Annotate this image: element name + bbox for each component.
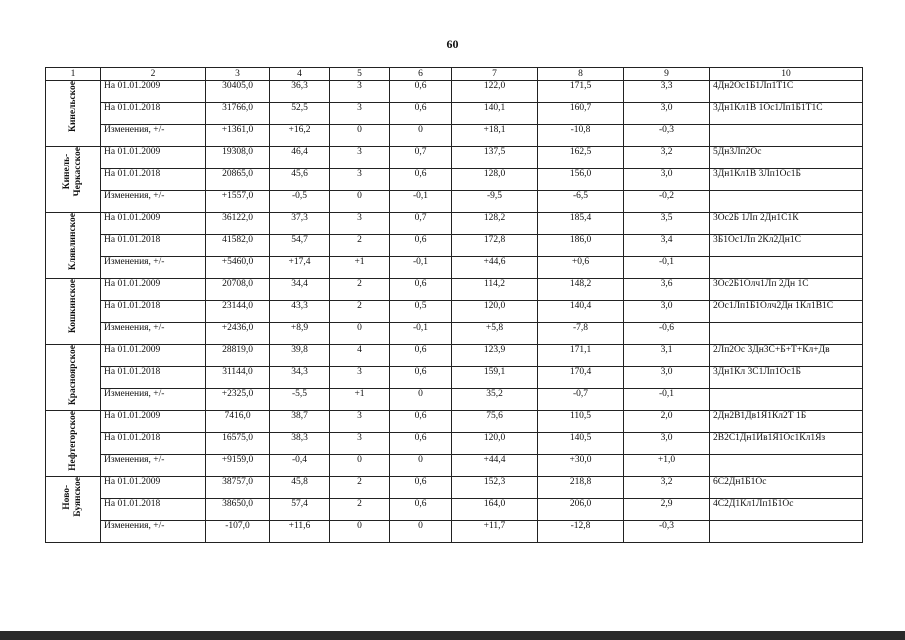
table-row bbox=[46, 81, 863, 103]
value-col-7: -9,5 bbox=[452, 191, 538, 213]
row-label: На 01.01.2018 bbox=[101, 499, 206, 521]
composition-code: 3Дн1Кл 3С1Лп1Ос1Б bbox=[710, 367, 863, 389]
composition-code: 5Дн3Лп2Ос bbox=[710, 147, 863, 169]
value-col-8: 110,5 bbox=[538, 411, 624, 433]
column-header: 9 bbox=[624, 68, 710, 81]
row-label: Изменения, +/- bbox=[101, 257, 206, 279]
composition-code bbox=[710, 191, 863, 213]
value-col-8: 185,4 bbox=[538, 213, 624, 235]
value-col-8: -6,5 bbox=[538, 191, 624, 213]
value-col-4: 57,4 bbox=[270, 499, 330, 521]
value-col-7: 114,2 bbox=[452, 279, 538, 301]
value-col-5: 2 bbox=[330, 301, 390, 323]
value-col-8: 162,5 bbox=[538, 147, 624, 169]
value-col-9: 3,6 bbox=[624, 279, 710, 301]
value-col-6: 0 bbox=[390, 455, 452, 477]
table-row bbox=[46, 499, 863, 521]
row-label: Изменения, +/- bbox=[101, 389, 206, 411]
value-col-6: -0,1 bbox=[390, 191, 452, 213]
region-name: Красноярское bbox=[67, 345, 78, 406]
value-col-3: 19308,0 bbox=[206, 147, 270, 169]
region-cell bbox=[46, 477, 101, 543]
value-col-6: 0,6 bbox=[390, 411, 452, 433]
value-col-8: +30,0 bbox=[538, 455, 624, 477]
value-col-4: 36,3 bbox=[270, 81, 330, 103]
value-col-5: 3 bbox=[330, 169, 390, 191]
table-row bbox=[46, 103, 863, 125]
column-header: 4 bbox=[270, 68, 330, 81]
value-col-4: 46,4 bbox=[270, 147, 330, 169]
value-col-6: 0 bbox=[390, 521, 452, 543]
value-col-4: 37,3 bbox=[270, 213, 330, 235]
value-col-3: 20708,0 bbox=[206, 279, 270, 301]
value-col-3: 38757,0 bbox=[206, 477, 270, 499]
value-col-5: 3 bbox=[330, 81, 390, 103]
value-col-9: 3,0 bbox=[624, 169, 710, 191]
table-row bbox=[46, 411, 863, 433]
region-name: Нефтегорское bbox=[67, 411, 78, 471]
column-header: 7 bbox=[452, 68, 538, 81]
table-row bbox=[46, 279, 863, 301]
value-col-9: 3,3 bbox=[624, 81, 710, 103]
row-label: На 01.01.2018 bbox=[101, 235, 206, 257]
table-row bbox=[46, 323, 863, 345]
value-col-5: 0 bbox=[330, 521, 390, 543]
column-header: 2 bbox=[101, 68, 206, 81]
value-col-8: 170,4 bbox=[538, 367, 624, 389]
value-col-6: 0,6 bbox=[390, 499, 452, 521]
value-col-4: +8,9 bbox=[270, 323, 330, 345]
value-col-9: 3,2 bbox=[624, 147, 710, 169]
value-col-5: +1 bbox=[330, 389, 390, 411]
table-row bbox=[46, 191, 863, 213]
value-col-6: 0,6 bbox=[390, 279, 452, 301]
value-col-9: +1,0 bbox=[624, 455, 710, 477]
composition-code: 2Дн2В1Дв1Я1Кл2Т 1Б bbox=[710, 411, 863, 433]
table-row bbox=[46, 521, 863, 543]
table-row bbox=[46, 301, 863, 323]
value-col-7: 164,0 bbox=[452, 499, 538, 521]
value-col-4: +16,2 bbox=[270, 125, 330, 147]
column-number-row bbox=[46, 68, 863, 81]
value-col-8: -7,8 bbox=[538, 323, 624, 345]
table-row bbox=[46, 477, 863, 499]
value-col-4: 39,8 bbox=[270, 345, 330, 367]
value-col-5: 3 bbox=[330, 411, 390, 433]
value-col-8: 171,1 bbox=[538, 345, 624, 367]
table-row bbox=[46, 389, 863, 411]
region-cell bbox=[46, 345, 101, 411]
value-col-6: 0,6 bbox=[390, 345, 452, 367]
value-col-5: 0 bbox=[330, 191, 390, 213]
value-col-4: 54,7 bbox=[270, 235, 330, 257]
table-row bbox=[46, 455, 863, 477]
value-col-6: 0,7 bbox=[390, 213, 452, 235]
row-label: На 01.01.2009 bbox=[101, 147, 206, 169]
composition-code bbox=[710, 389, 863, 411]
value-col-4: 38,3 bbox=[270, 433, 330, 455]
value-col-6: -0,1 bbox=[390, 323, 452, 345]
composition-code: 4С2Д1Кл1Лп1Б1Ос bbox=[710, 499, 863, 521]
table-row bbox=[46, 257, 863, 279]
value-col-5: 3 bbox=[330, 213, 390, 235]
value-col-6: 0,6 bbox=[390, 169, 452, 191]
table-body bbox=[46, 81, 863, 543]
value-col-8: 160,7 bbox=[538, 103, 624, 125]
value-col-3: +1557,0 bbox=[206, 191, 270, 213]
value-col-4: 34,4 bbox=[270, 279, 330, 301]
column-header: 5 bbox=[330, 68, 390, 81]
composition-code bbox=[710, 257, 863, 279]
row-label: Изменения, +/- bbox=[101, 521, 206, 543]
value-col-7: +18,1 bbox=[452, 125, 538, 147]
value-col-7: 75,6 bbox=[452, 411, 538, 433]
row-label: На 01.01.2009 bbox=[101, 213, 206, 235]
value-col-3: 20865,0 bbox=[206, 169, 270, 191]
value-col-6: 0,6 bbox=[390, 235, 452, 257]
value-col-5: 2 bbox=[330, 499, 390, 521]
value-col-9: 3,0 bbox=[624, 433, 710, 455]
value-col-5: 2 bbox=[330, 477, 390, 499]
table-row bbox=[46, 147, 863, 169]
value-col-7: +44,6 bbox=[452, 257, 538, 279]
value-col-8: 140,5 bbox=[538, 433, 624, 455]
value-col-7: 172,8 bbox=[452, 235, 538, 257]
value-col-3: 30405,0 bbox=[206, 81, 270, 103]
composition-code: 3Б1Ос1Лп 2Кл2Дн1С bbox=[710, 235, 863, 257]
row-label: На 01.01.2009 bbox=[101, 411, 206, 433]
composition-code: 4Дн2Ос1Б1Лп1Т1С bbox=[710, 81, 863, 103]
column-header: 10 bbox=[710, 68, 863, 81]
column-header: 1 bbox=[46, 68, 101, 81]
row-label: На 01.01.2018 bbox=[101, 169, 206, 191]
value-col-8: 148,2 bbox=[538, 279, 624, 301]
value-col-9: 3,4 bbox=[624, 235, 710, 257]
region-name: Кинельское bbox=[67, 81, 78, 132]
table-row bbox=[46, 433, 863, 455]
value-col-3: 36122,0 bbox=[206, 213, 270, 235]
forestry-data-table bbox=[45, 67, 863, 543]
value-col-3: 7416,0 bbox=[206, 411, 270, 433]
value-col-7: +11,7 bbox=[452, 521, 538, 543]
value-col-3: 31144,0 bbox=[206, 367, 270, 389]
value-col-5: +1 bbox=[330, 257, 390, 279]
value-col-6: 0 bbox=[390, 389, 452, 411]
value-col-8: 186,0 bbox=[538, 235, 624, 257]
row-label: Изменения, +/- bbox=[101, 125, 206, 147]
value-col-4: 52,5 bbox=[270, 103, 330, 125]
value-col-8: +0,6 bbox=[538, 257, 624, 279]
value-col-7: 120,0 bbox=[452, 433, 538, 455]
value-col-9: -0,6 bbox=[624, 323, 710, 345]
row-label: Изменения, +/- bbox=[101, 455, 206, 477]
value-col-6: -0,1 bbox=[390, 257, 452, 279]
value-col-9: 2,0 bbox=[624, 411, 710, 433]
composition-code: 3Дн1Кл1В 1Ос1Лп1Б1Т1С bbox=[710, 103, 863, 125]
table-row bbox=[46, 213, 863, 235]
value-col-7: 120,0 bbox=[452, 301, 538, 323]
row-label: На 01.01.2018 bbox=[101, 433, 206, 455]
value-col-7: 122,0 bbox=[452, 81, 538, 103]
value-col-7: 152,3 bbox=[452, 477, 538, 499]
value-col-8: -0,7 bbox=[538, 389, 624, 411]
value-col-9: 3,2 bbox=[624, 477, 710, 499]
region-cell bbox=[46, 147, 101, 213]
value-col-3: +1361,0 bbox=[206, 125, 270, 147]
row-label: Изменения, +/- bbox=[101, 191, 206, 213]
composition-code: 3Ос2Б1Олч1Лп 2Дн 1С bbox=[710, 279, 863, 301]
value-col-9: -0,3 bbox=[624, 521, 710, 543]
value-col-8: -12,8 bbox=[538, 521, 624, 543]
column-header: 6 bbox=[390, 68, 452, 81]
value-col-7: 140,1 bbox=[452, 103, 538, 125]
value-col-8: 171,5 bbox=[538, 81, 624, 103]
value-col-4: -0,4 bbox=[270, 455, 330, 477]
row-label: На 01.01.2018 bbox=[101, 367, 206, 389]
value-col-8: 206,0 bbox=[538, 499, 624, 521]
column-header: 8 bbox=[538, 68, 624, 81]
value-col-5: 3 bbox=[330, 103, 390, 125]
value-col-3: +5460,0 bbox=[206, 257, 270, 279]
value-col-5: 4 bbox=[330, 345, 390, 367]
region-name: Кошкинское bbox=[67, 279, 78, 334]
row-label: Изменения, +/- bbox=[101, 323, 206, 345]
composition-code bbox=[710, 455, 863, 477]
value-col-3: +9159,0 bbox=[206, 455, 270, 477]
value-col-7: 128,2 bbox=[452, 213, 538, 235]
composition-code bbox=[710, 323, 863, 345]
value-col-7: 137,5 bbox=[452, 147, 538, 169]
row-label: На 01.01.2009 bbox=[101, 81, 206, 103]
value-col-7: 35,2 bbox=[452, 389, 538, 411]
value-col-6: 0,7 bbox=[390, 147, 452, 169]
value-col-5: 3 bbox=[330, 147, 390, 169]
value-col-6: 0,6 bbox=[390, 477, 452, 499]
value-col-4: 43,3 bbox=[270, 301, 330, 323]
table-row bbox=[46, 367, 863, 389]
region-name: Ново- Буянское bbox=[62, 477, 83, 517]
value-col-5: 2 bbox=[330, 279, 390, 301]
value-col-9: 3,0 bbox=[624, 301, 710, 323]
value-col-9: 3,5 bbox=[624, 213, 710, 235]
value-col-9: 2,9 bbox=[624, 499, 710, 521]
value-col-5: 2 bbox=[330, 235, 390, 257]
value-col-3: 41582,0 bbox=[206, 235, 270, 257]
scan-bottom-edge bbox=[0, 631, 905, 640]
composition-code: 3Ос2Б 1Лп 2Дн1С1К bbox=[710, 213, 863, 235]
region-name: Кинель- Черкасское bbox=[62, 147, 83, 197]
value-col-8: 156,0 bbox=[538, 169, 624, 191]
value-col-6: 0,6 bbox=[390, 103, 452, 125]
region-cell bbox=[46, 81, 101, 147]
row-label: На 01.01.2009 bbox=[101, 345, 206, 367]
value-col-6: 0,6 bbox=[390, 433, 452, 455]
region-cell bbox=[46, 213, 101, 279]
value-col-5: 0 bbox=[330, 125, 390, 147]
value-col-5: 0 bbox=[330, 323, 390, 345]
value-col-4: 38,7 bbox=[270, 411, 330, 433]
value-col-8: -10,8 bbox=[538, 125, 624, 147]
value-col-8: 218,8 bbox=[538, 477, 624, 499]
value-col-3: +2436,0 bbox=[206, 323, 270, 345]
value-col-9: 3,0 bbox=[624, 367, 710, 389]
value-col-6: 0,6 bbox=[390, 367, 452, 389]
value-col-3: 23144,0 bbox=[206, 301, 270, 323]
value-col-6: 0,6 bbox=[390, 81, 452, 103]
value-col-3: 28819,0 bbox=[206, 345, 270, 367]
composition-code: 2Ос1Лп1Б1Олч2Дн 1Кл1В1С bbox=[710, 301, 863, 323]
value-col-9: -0,3 bbox=[624, 125, 710, 147]
region-cell bbox=[46, 411, 101, 477]
column-header: 3 bbox=[206, 68, 270, 81]
value-col-4: +17,4 bbox=[270, 257, 330, 279]
value-col-3: 38650,0 bbox=[206, 499, 270, 521]
table-row bbox=[46, 169, 863, 191]
value-col-4: -5,5 bbox=[270, 389, 330, 411]
composition-code: 2В2С1Дн1Ив1Я1Ос1Кл1Яз bbox=[710, 433, 863, 455]
composition-code: 2Лп2Ос 3Дн3С+Б+Т+Кл+Дв bbox=[710, 345, 863, 367]
value-col-4: +11,6 bbox=[270, 521, 330, 543]
value-col-7: 159,1 bbox=[452, 367, 538, 389]
value-col-7: 123,9 bbox=[452, 345, 538, 367]
value-col-9: -0,1 bbox=[624, 389, 710, 411]
value-col-3: +2325,0 bbox=[206, 389, 270, 411]
value-col-4: 45,8 bbox=[270, 477, 330, 499]
value-col-6: 0 bbox=[390, 125, 452, 147]
page-number: 60 bbox=[446, 37, 459, 51]
region-cell bbox=[46, 279, 101, 345]
value-col-6: 0,5 bbox=[390, 301, 452, 323]
value-col-4: 45,6 bbox=[270, 169, 330, 191]
row-label: На 01.01.2018 bbox=[101, 301, 206, 323]
value-col-3: 31766,0 bbox=[206, 103, 270, 125]
composition-code: 6С2Дн1Б1Ос bbox=[710, 477, 863, 499]
value-col-8: 140,4 bbox=[538, 301, 624, 323]
value-col-9: -0,2 bbox=[624, 191, 710, 213]
table-row bbox=[46, 235, 863, 257]
value-col-5: 3 bbox=[330, 367, 390, 389]
value-col-5: 3 bbox=[330, 433, 390, 455]
value-col-9: 3,0 bbox=[624, 103, 710, 125]
value-col-9: 3,1 bbox=[624, 345, 710, 367]
row-label: На 01.01.2009 bbox=[101, 279, 206, 301]
value-col-4: -0,5 bbox=[270, 191, 330, 213]
row-label: На 01.01.2009 bbox=[101, 477, 206, 499]
composition-code bbox=[710, 125, 863, 147]
value-col-3: -107,0 bbox=[206, 521, 270, 543]
table-row bbox=[46, 345, 863, 367]
value-col-4: 34,3 bbox=[270, 367, 330, 389]
value-col-9: -0,1 bbox=[624, 257, 710, 279]
value-col-7: 128,0 bbox=[452, 169, 538, 191]
composition-code: 3Дн1Кл1В 3Лп1Ос1Б bbox=[710, 169, 863, 191]
value-col-7: +44,4 bbox=[452, 455, 538, 477]
table-row bbox=[46, 125, 863, 147]
value-col-5: 0 bbox=[330, 455, 390, 477]
composition-code bbox=[710, 521, 863, 543]
region-name: Клявлинское bbox=[67, 213, 78, 271]
row-label: На 01.01.2018 bbox=[101, 103, 206, 125]
value-col-3: 16575,0 bbox=[206, 433, 270, 455]
value-col-7: +5,8 bbox=[452, 323, 538, 345]
